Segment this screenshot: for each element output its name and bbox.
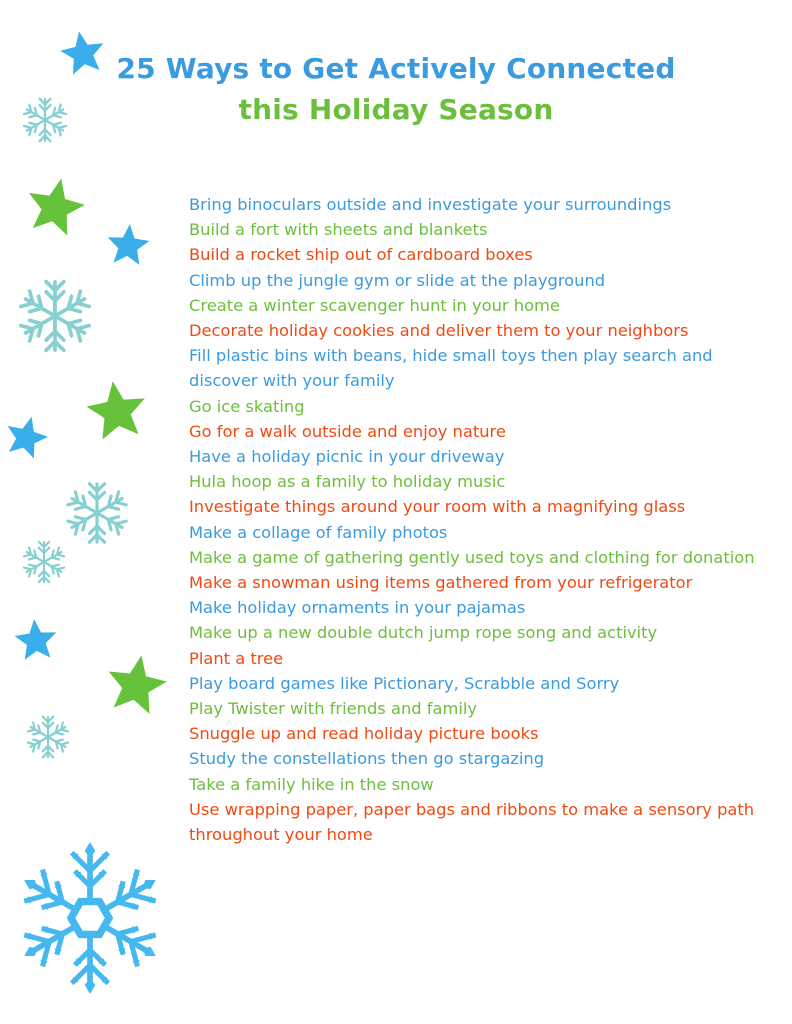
star-icon (10, 615, 62, 667)
list-item: Play Twister with friends and family (189, 699, 478, 719)
star-icon (82, 377, 152, 447)
list-item: Make a collage of family photos (189, 522, 448, 542)
page-subtitle: this Holiday Season (238, 93, 554, 126)
list-item: Investigate things around your room with a magnifying glass (189, 497, 686, 517)
list-item: Play board games like Pictionary, Scrabble and Sorry (189, 673, 620, 693)
snowflake-icon (20, 95, 70, 145)
list-item: Study the constellations then go stargazing (189, 749, 545, 769)
page-title: 25 Ways to Get Actively Connected (116, 52, 676, 85)
list-item: Make a game of gathering gently used toys and clothing for donation (189, 547, 755, 567)
list-item: Use wrapping paper, paper bags and ribbons to make a sensory path throughout your home (189, 799, 755, 845)
list-item: Make a snowman using items gathered from your refrigerator (189, 573, 693, 593)
list-item: Make up a new double dutch jump rope song and activity (189, 623, 658, 643)
star-icon (21, 174, 89, 242)
list-item: Build a rocket ship out of cardboard boxes (189, 245, 533, 265)
activity-list (189, 192, 759, 847)
list-item: Go for a walk outside and enjoy nature (189, 421, 506, 441)
snowflake-icon (20, 538, 68, 586)
list-item: Plant a tree (189, 648, 284, 668)
list-item: Make holiday ornaments in your pajamas (189, 598, 526, 618)
list-item: Create a winter scavenger hunt in your home (189, 295, 560, 315)
list-item: Decorate holiday cookies and deliver them to your neighbors (189, 321, 689, 341)
snowflake-icon (17, 278, 93, 354)
list-item: Build a fort with sheets and blankets (189, 220, 488, 240)
star-icon (101, 651, 171, 721)
list-item: Go ice skating (189, 396, 305, 416)
star-icon (102, 220, 154, 272)
list-item: Snuggle up and read holiday picture books (189, 724, 539, 744)
list-item: Fill plastic bins with beans, hide small toys then play search and discover with your family (189, 346, 713, 391)
list-item: Climb up the jungle gym or slide at the playground (189, 270, 606, 290)
list-item: Bring binoculars outside and investigate your surroundings (189, 195, 672, 214)
list-item: Take a family hike in the snow (189, 774, 434, 794)
star-icon (0, 412, 52, 464)
star-icon (56, 27, 110, 81)
snowflake-icon (64, 480, 130, 546)
snowflake-icon (24, 713, 72, 761)
list-item: Have a holiday picnic in your driveway (189, 447, 505, 467)
list-item: Hula hoop as a family to holiday music (189, 472, 506, 492)
large-snowflake-icon (10, 838, 170, 998)
